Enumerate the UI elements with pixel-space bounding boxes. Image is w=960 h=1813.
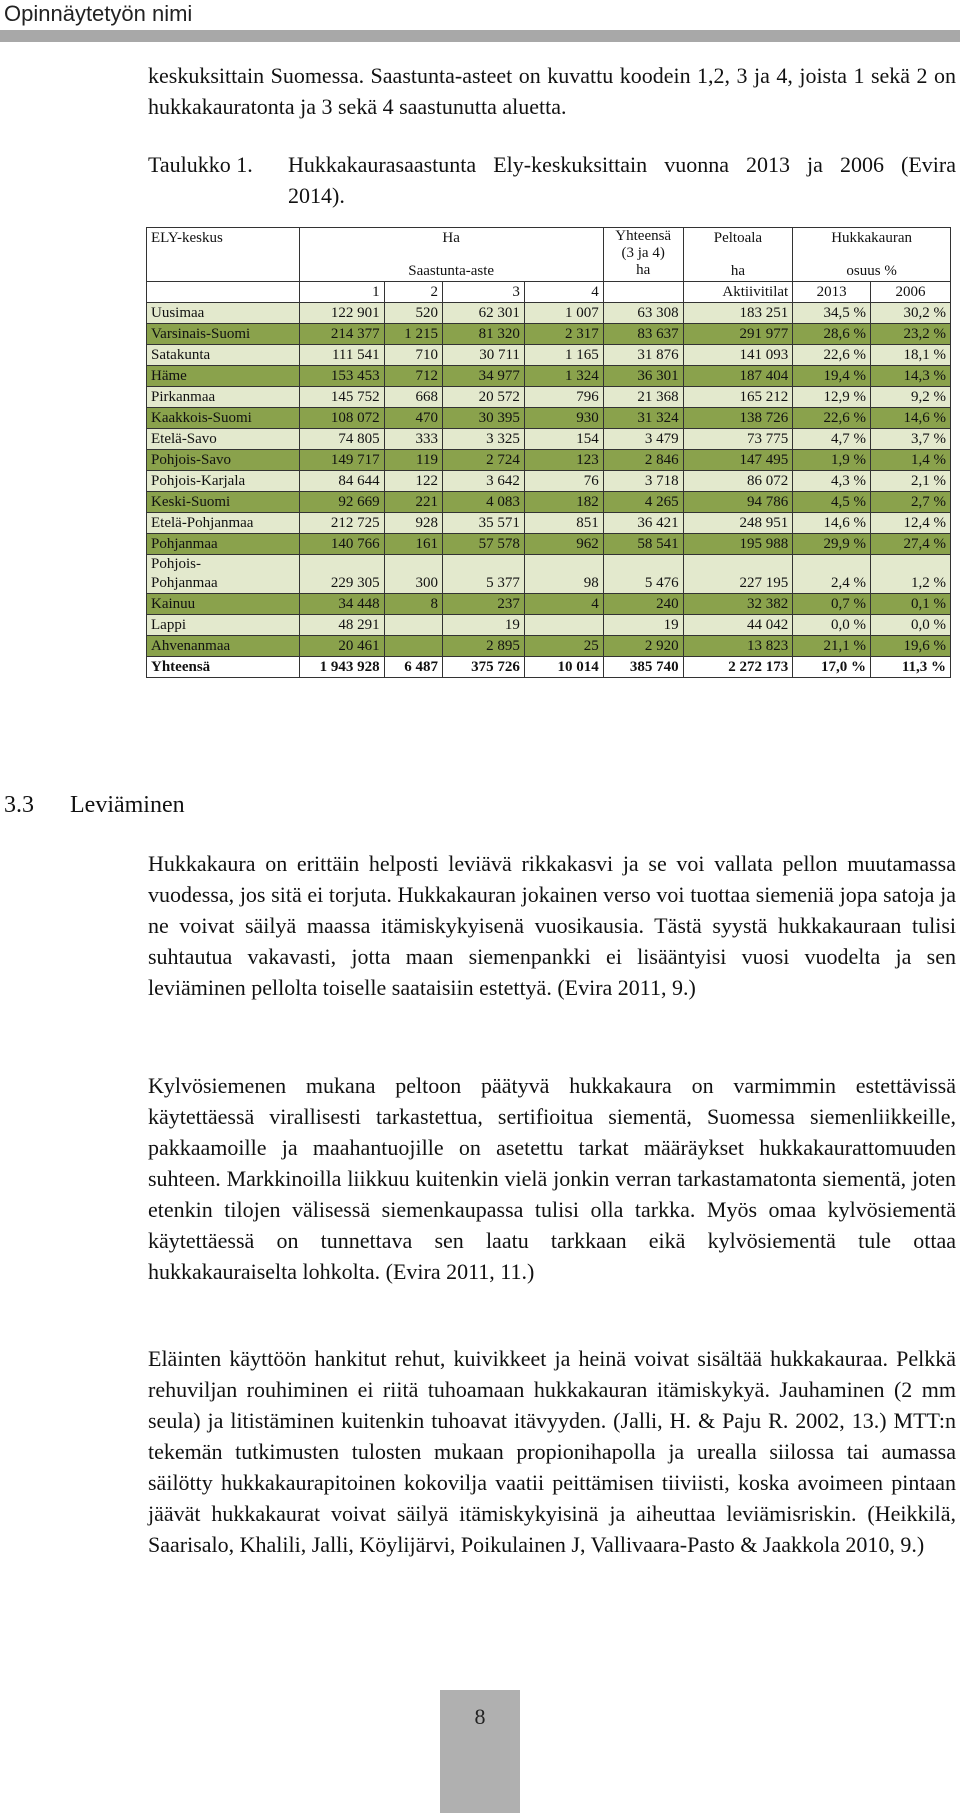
row-cell-tot: 4 265 bbox=[603, 492, 683, 513]
row-cell-v2: 221 bbox=[384, 492, 442, 513]
row-cell-p06: 30,2 % bbox=[871, 303, 951, 324]
row-cell-v2: 122 bbox=[384, 471, 442, 492]
row-ely-name: Kaakkois-Suomi bbox=[147, 408, 300, 429]
row-cell-p13: 22,6 % bbox=[793, 345, 871, 366]
row-cell-pelto: 248 951 bbox=[683, 513, 793, 534]
table-row bbox=[147, 492, 951, 513]
row-cell-p06: 14,6 % bbox=[871, 408, 951, 429]
row-cell-v4: 2 317 bbox=[524, 324, 603, 345]
row-cell-v1: 108 072 bbox=[299, 408, 384, 429]
header-yhteensa-label: Yhteensä bbox=[615, 228, 672, 244]
row-cell-v4: 930 bbox=[524, 408, 603, 429]
header-ha-group bbox=[299, 228, 603, 282]
row-cell-v2: 1 215 bbox=[384, 324, 442, 345]
row-cell-p13: 19,4 % bbox=[793, 366, 871, 387]
table-row bbox=[147, 555, 951, 594]
header-2006: 2006 bbox=[871, 282, 951, 303]
row-cell-tot: 3 479 bbox=[603, 429, 683, 450]
row-cell-pelto: 227 195 bbox=[683, 555, 793, 594]
row-cell-p06: 9,2 % bbox=[871, 387, 951, 408]
row-cell-p13: 34,5 % bbox=[793, 303, 871, 324]
row-cell-p06: 27,4 % bbox=[871, 534, 951, 555]
row-cell-pelto: 291 977 bbox=[683, 324, 793, 345]
row-cell-tot: 3 718 bbox=[603, 471, 683, 492]
row-ely-name: Varsinais-Suomi bbox=[147, 324, 300, 345]
row-cell-v3: 30 395 bbox=[442, 408, 524, 429]
table-row bbox=[147, 636, 951, 657]
row-cell-v3: 20 572 bbox=[442, 387, 524, 408]
row-cell-v2: 8 bbox=[384, 594, 442, 615]
row-cell-v1: 111 541 bbox=[299, 345, 384, 366]
row-cell-tot: 2 920 bbox=[603, 636, 683, 657]
row-cell-v1: 140 766 bbox=[299, 534, 384, 555]
row-cell-tot: 2 846 bbox=[603, 450, 683, 471]
row-ely-name: Keski-Suomi bbox=[147, 492, 300, 513]
row-cell-p13: 14,6 % bbox=[793, 513, 871, 534]
row-cell-v4: 25 bbox=[524, 636, 603, 657]
row-cell-pelto: 94 786 bbox=[683, 492, 793, 513]
row-cell-v3: 35 571 bbox=[442, 513, 524, 534]
row-cell-v1: 74 805 bbox=[299, 429, 384, 450]
row-cell-tot: 31 876 bbox=[603, 345, 683, 366]
row-cell-p13: 29,9 % bbox=[793, 534, 871, 555]
total-v3: 375 726 bbox=[442, 657, 524, 678]
page-number-box bbox=[440, 1690, 520, 1813]
header-peltoala-unit: ha bbox=[730, 263, 745, 279]
total-label: Yhteensä bbox=[147, 657, 300, 678]
row-cell-pelto: 141 093 bbox=[683, 345, 793, 366]
header-col-4: 4 bbox=[524, 282, 603, 303]
row-cell-pelto: 183 251 bbox=[683, 303, 793, 324]
intro-paragraph: keskuksittain Suomessa. Saastunta-asteet on kuvattu koodein 1,2, 3 ja 4, joista 1 sekä 2 on hukkakauratonta ja 3 sekä 4 saastunutta aluetta. bbox=[148, 63, 956, 119]
row-cell-pelto: 86 072 bbox=[683, 471, 793, 492]
row-cell-v3: 4 083 bbox=[442, 492, 524, 513]
table-total-row bbox=[147, 657, 951, 678]
row-cell-v1: 92 669 bbox=[299, 492, 384, 513]
row-cell-v4: 1 007 bbox=[524, 303, 603, 324]
header-rule bbox=[0, 30, 960, 42]
header-empty-2 bbox=[603, 282, 683, 303]
header-peltoala bbox=[683, 228, 793, 282]
row-ely-name: Uusimaa bbox=[147, 303, 300, 324]
header-saastunta: Saastunta-aste bbox=[408, 263, 495, 279]
header-hukkakauran-label: Hukkakauran bbox=[831, 230, 912, 246]
row-cell-v2 bbox=[384, 636, 442, 657]
row-cell-v1: 145 752 bbox=[299, 387, 384, 408]
row-cell-v2: 712 bbox=[384, 366, 442, 387]
caption-label: Taulukko 1. bbox=[148, 152, 253, 177]
row-cell-v4: 4 bbox=[524, 594, 603, 615]
row-cell-v1: 214 377 bbox=[299, 324, 384, 345]
row-cell-v3: 57 578 bbox=[442, 534, 524, 555]
row-cell-v2: 928 bbox=[384, 513, 442, 534]
row-cell-v3: 3 325 bbox=[442, 429, 524, 450]
row-cell-v2: 333 bbox=[384, 429, 442, 450]
caption-text: Hukkakaurasaastunta Ely-keskuksittain vuonna 2013 ja 2006 (Evira bbox=[288, 152, 956, 177]
row-cell-tot: 19 bbox=[603, 615, 683, 636]
row-cell-v2: 119 bbox=[384, 450, 442, 471]
row-ely-name: Pohjois-Savo bbox=[147, 450, 300, 471]
row-cell-tot: 21 368 bbox=[603, 387, 683, 408]
row-cell-p06: 1,2 % bbox=[871, 555, 951, 594]
row-cell-p06: 19,6 % bbox=[871, 636, 951, 657]
row-cell-v1: 122 901 bbox=[299, 303, 384, 324]
header-2013: 2013 bbox=[793, 282, 871, 303]
row-cell-p06: 0,0 % bbox=[871, 615, 951, 636]
row-ely-name: Satakunta bbox=[147, 345, 300, 366]
row-cell-v2: 161 bbox=[384, 534, 442, 555]
row-ely-name: Pirkanmaa bbox=[147, 387, 300, 408]
row-cell-p06: 23,2 % bbox=[871, 324, 951, 345]
table-row bbox=[147, 303, 951, 324]
header-empty bbox=[147, 282, 300, 303]
row-ely-name: Pohjois-Karjala bbox=[147, 471, 300, 492]
row-cell-v2: 710 bbox=[384, 345, 442, 366]
row-cell-p13: 0,0 % bbox=[793, 615, 871, 636]
running-header-title: Opinnäytetyön nimi bbox=[4, 1, 193, 26]
table-row bbox=[147, 429, 951, 450]
row-cell-p06: 2,7 % bbox=[871, 492, 951, 513]
row-ely-name-line1: Pohjois- bbox=[151, 556, 202, 572]
row-cell-tot: 36 301 bbox=[603, 366, 683, 387]
row-cell-v4 bbox=[524, 615, 603, 636]
row-ely-name: Etelä-Savo bbox=[147, 429, 300, 450]
row-cell-v1: 34 448 bbox=[299, 594, 384, 615]
section-title: Leviäminen bbox=[70, 792, 185, 818]
row-ely-name-line2: Pohjanmaa bbox=[151, 575, 218, 591]
total-v1: 1 943 928 bbox=[299, 657, 384, 678]
row-cell-p13: 4,3 % bbox=[793, 471, 871, 492]
row-cell-v3: 19 bbox=[442, 615, 524, 636]
row-cell-p06: 12,4 % bbox=[871, 513, 951, 534]
row-cell-v2: 470 bbox=[384, 408, 442, 429]
header-aktiivitilat: Aktiivitilat bbox=[683, 282, 793, 303]
row-cell-pelto: 13 823 bbox=[683, 636, 793, 657]
total-2013: 17,0 % bbox=[793, 657, 871, 678]
row-ely-name: Pohjanmaa bbox=[147, 534, 300, 555]
row-cell-pelto: 73 775 bbox=[683, 429, 793, 450]
row-cell-v1: 212 725 bbox=[299, 513, 384, 534]
row-cell-v4: 1 324 bbox=[524, 366, 603, 387]
row-cell-tot: 240 bbox=[603, 594, 683, 615]
row-cell-p06: 1,4 % bbox=[871, 450, 951, 471]
row-cell-v3: 5 377 bbox=[442, 555, 524, 594]
table-row bbox=[147, 408, 951, 429]
row-cell-pelto: 147 495 bbox=[683, 450, 793, 471]
row-cell-p13: 4,7 % bbox=[793, 429, 871, 450]
row-cell-pelto: 195 988 bbox=[683, 534, 793, 555]
body-paragraph-3: Eläinten käyttöön hankitut rehut, kuivikkeet ja heinä voivat sisältää hukkakauraa. Pelkkä rehuviljan rouhiminen ei riitä tuhoamaan hukkakauran itämiskykyä. Jauhaminen (2 mm seula) ja litistäminen kuitenkin tuhoavat itävyyden. (Jalli, H. & Paju R. 2002, 13.) MTT:n tekemän tutkimusten tulosten mukaan propionihapolla ja urealla siilossa tai aumassa säilötty hukkakaurapitoinen kokovilja vaatii peittämisen tiiviisti, koska avoimeen pintaan jäävät hukkakaurat voivat säilyä itämiskykyisinä ja aiheuttaa leviämisriskin. (Heikkilä, Saarisalo, Khalili, Jalli, Köylijärvi, Poikulainen J, Vallivaara-Pasto & Jaakkola 2010, 9.) bbox=[148, 1346, 956, 1557]
total-2006: 11,3 % bbox=[871, 657, 951, 678]
total-v4: 10 014 bbox=[524, 657, 603, 678]
row-cell-p13: 4,5 % bbox=[793, 492, 871, 513]
row-cell-v1: 153 453 bbox=[299, 366, 384, 387]
row-ely-name bbox=[147, 555, 300, 594]
row-cell-v3: 62 301 bbox=[442, 303, 524, 324]
section-heading bbox=[4, 790, 185, 820]
row-cell-tot: 83 637 bbox=[603, 324, 683, 345]
row-cell-v2: 300 bbox=[384, 555, 442, 594]
page-number: 8 bbox=[474, 1704, 486, 1729]
table-caption bbox=[148, 149, 956, 211]
header-yhteensa-sub: (3 ja 4) bbox=[621, 245, 665, 261]
row-cell-v4: 962 bbox=[524, 534, 603, 555]
row-cell-v1: 20 461 bbox=[299, 636, 384, 657]
table-row bbox=[147, 534, 951, 555]
row-cell-pelto: 32 382 bbox=[683, 594, 793, 615]
header-ely: ELY-keskus bbox=[147, 228, 300, 282]
body-paragraph-1: Hukkakaura on erittäin helposti leviävä rikkakasvi ja se voi vallata pellon muutamassa vuodessa, jos sitä ei torjuta. Hukkakauran jokainen verso voi tuottaa siemeniä jopa satoja ja ne voivat säilyä maassa itämiskykyisenä vuosikausia. Tästä syystä hukkakauraan tulisi suhtautua vakavasti, jotta maan siemenpankki ei lisääntyisi vuosi vuodelta ja sen leviäminen pellolta toiselle saataisiin estettyä. (Evira 2011, 9.) bbox=[148, 851, 956, 1000]
table-row bbox=[147, 615, 951, 636]
row-cell-v3: 2 724 bbox=[442, 450, 524, 471]
row-cell-tot: 36 421 bbox=[603, 513, 683, 534]
total-yhteensa: 385 740 bbox=[603, 657, 683, 678]
row-cell-p13: 22,6 % bbox=[793, 408, 871, 429]
table-row bbox=[147, 387, 951, 408]
row-cell-v1: 84 644 bbox=[299, 471, 384, 492]
row-cell-v4: 154 bbox=[524, 429, 603, 450]
header-col-3: 3 bbox=[442, 282, 524, 303]
header-yhteensa bbox=[603, 228, 683, 282]
row-cell-tot: 31 324 bbox=[603, 408, 683, 429]
table-body bbox=[147, 303, 951, 657]
header-yhteensa-unit: ha bbox=[636, 262, 651, 278]
row-cell-p06: 2,1 % bbox=[871, 471, 951, 492]
header-osuus-label: osuus % bbox=[846, 263, 897, 279]
row-cell-v4: 851 bbox=[524, 513, 603, 534]
row-cell-v3: 34 977 bbox=[442, 366, 524, 387]
table-row bbox=[147, 450, 951, 471]
row-cell-v4: 123 bbox=[524, 450, 603, 471]
row-cell-pelto: 187 404 bbox=[683, 366, 793, 387]
row-cell-v4: 182 bbox=[524, 492, 603, 513]
header-peltoala-label: Peltoala bbox=[713, 230, 763, 246]
row-cell-p06: 3,7 % bbox=[871, 429, 951, 450]
row-cell-v4: 98 bbox=[524, 555, 603, 594]
header-row-3 bbox=[147, 282, 951, 303]
row-cell-v3: 237 bbox=[442, 594, 524, 615]
row-cell-v3: 2 895 bbox=[442, 636, 524, 657]
row-cell-v2 bbox=[384, 615, 442, 636]
row-cell-pelto: 165 212 bbox=[683, 387, 793, 408]
table-row bbox=[147, 513, 951, 534]
row-cell-p06: 0,1 % bbox=[871, 594, 951, 615]
table-row bbox=[147, 366, 951, 387]
caption-text-continued: 2014). bbox=[288, 183, 345, 208]
row-cell-tot: 63 308 bbox=[603, 303, 683, 324]
table-row bbox=[147, 471, 951, 492]
row-cell-v4: 796 bbox=[524, 387, 603, 408]
row-cell-v2: 668 bbox=[384, 387, 442, 408]
row-cell-v1: 48 291 bbox=[299, 615, 384, 636]
row-cell-tot: 58 541 bbox=[603, 534, 683, 555]
row-cell-v4: 1 165 bbox=[524, 345, 603, 366]
row-cell-v3: 81 320 bbox=[442, 324, 524, 345]
row-cell-p13: 1,9 % bbox=[793, 450, 871, 471]
row-ely-name: Ahvenanmaa bbox=[147, 636, 300, 657]
row-cell-p06: 18,1 % bbox=[871, 345, 951, 366]
row-cell-p13: 21,1 % bbox=[793, 636, 871, 657]
row-cell-p13: 12,9 % bbox=[793, 387, 871, 408]
table-row bbox=[147, 324, 951, 345]
total-peltoala: 2 272 173 bbox=[683, 657, 793, 678]
row-cell-p13: 2,4 % bbox=[793, 555, 871, 594]
body-paragraph-2: Kylvösiemenen mukana peltoon päätyvä hukkakaura on varmimmin estettävissä käytettäessä virallisesti tarkastettua, sertifioitua siementä, Suomessa siemenliikkeille, pakkaamoille ja maahantuojille on asetettu tarkat määräykset hukkakaurattomuuden suhteen. Markkinoilla liikkuu kuitenkin vielä jonkin verran tarkastamatonta siementä, joten etenkin tilojen välisessä siemenkaupassa tulisi olla tarkka. Myös omaa kylvösiementä käytettäessä on tunnettava sen laatu tarkkaan eikä kylvösiementä tule ottaa hukkakauraiselta lohkolta. (Evira 2011, 11.) bbox=[148, 1073, 956, 1284]
row-cell-v1: 229 305 bbox=[299, 555, 384, 594]
row-cell-v3: 3 642 bbox=[442, 471, 524, 492]
table-row bbox=[147, 594, 951, 615]
header-hukkakauran bbox=[793, 228, 951, 282]
row-cell-p13: 0,7 % bbox=[793, 594, 871, 615]
row-cell-pelto: 138 726 bbox=[683, 408, 793, 429]
row-cell-v4: 76 bbox=[524, 471, 603, 492]
section-number: 3.3 bbox=[4, 792, 34, 818]
row-cell-p13: 28,6 % bbox=[793, 324, 871, 345]
row-ely-name: Lappi bbox=[147, 615, 300, 636]
row-cell-p06: 14,3 % bbox=[871, 366, 951, 387]
total-v2: 6 487 bbox=[384, 657, 442, 678]
row-ely-name: Kainuu bbox=[147, 594, 300, 615]
row-cell-tot: 5 476 bbox=[603, 555, 683, 594]
row-cell-v1: 149 717 bbox=[299, 450, 384, 471]
row-ely-name: Etelä-Pohjanmaa bbox=[147, 513, 300, 534]
row-cell-v3: 30 711 bbox=[442, 345, 524, 366]
header-col-1: 1 bbox=[299, 282, 384, 303]
table-row bbox=[147, 345, 951, 366]
row-cell-pelto: 44 042 bbox=[683, 615, 793, 636]
header-col-2: 2 bbox=[384, 282, 442, 303]
header-ha: Ha bbox=[442, 230, 460, 246]
row-cell-v2: 520 bbox=[384, 303, 442, 324]
row-ely-name: Häme bbox=[147, 366, 300, 387]
ely-infestation-table bbox=[146, 227, 951, 678]
